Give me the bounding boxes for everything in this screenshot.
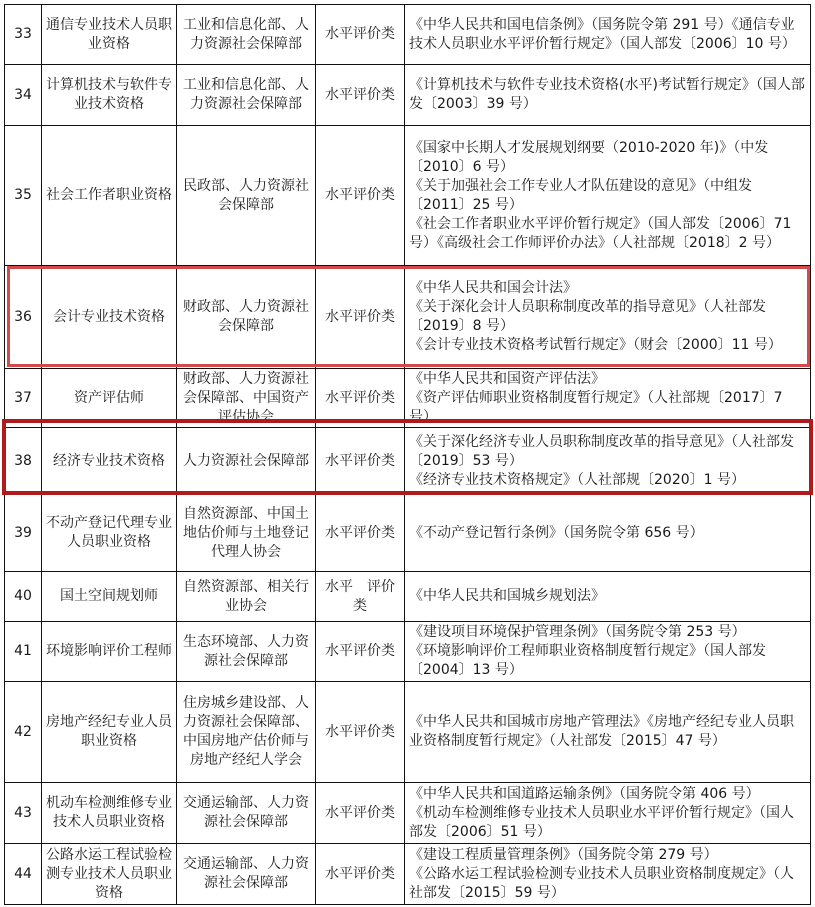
basis-line: 《会计专业技术资格考试暂行规定》（财会〔2000〕11 号） xyxy=(409,337,782,353)
basis-line: 《中华人民共和国会计法》 xyxy=(409,280,577,296)
table-row xyxy=(5,783,811,844)
cell-legal-basis xyxy=(405,5,811,65)
cell-qualification-name: 环境影响评价工程师 xyxy=(42,622,177,682)
cell-legal-basis xyxy=(405,126,811,266)
cell-category: 水平评价类 xyxy=(316,65,405,126)
basis-line: 《环境影响评价工程师职业资格制度暂行规定》（国人部发〔2004〕13 号） xyxy=(409,643,766,678)
cell-number: 40 xyxy=(5,572,42,622)
cell-category: 水平评价类 xyxy=(316,495,405,572)
cell-legal-basis xyxy=(405,622,811,682)
table-row xyxy=(5,622,811,682)
basis-line: 《关于深化经济专业人员职称制度改革的指导意见》（人社部发〔2019〕53 号） xyxy=(409,433,794,469)
basis-line: 《计算机技术与软件专业技术资格(水平)考试暂行规定》（国人部发〔2003〕39 号） xyxy=(409,77,805,112)
cell-number: 35 xyxy=(5,126,42,266)
basis-line: 《公路水运工程试验检测专业技术人员职业资格制度规定》（人社部发〔2015〕59 号） xyxy=(409,865,794,901)
basis-line: 《关于深化会计人员职称制度改革的指导意见》（人社部发〔2019〕8 号） xyxy=(409,299,766,334)
cell-category: 水平 评价类 xyxy=(316,572,405,622)
cell-qualification-name: 社会工作者职业资格 xyxy=(42,126,177,266)
table-row-highlighted xyxy=(5,266,811,369)
cell-legal-basis xyxy=(405,572,811,622)
cell-qualification-name: 资产评估师 xyxy=(42,369,177,428)
cell-legal-basis xyxy=(405,682,811,783)
basis-line: 《经济专业技术资格规定》（人社部规〔2020〕1 号） xyxy=(409,471,745,488)
cell-category: 水平评价类 xyxy=(316,783,405,844)
cell-legal-basis xyxy=(405,266,811,369)
cell-legal-basis xyxy=(405,369,811,428)
cell-category: 水平评价类 xyxy=(316,428,405,495)
cell-department: 工业和信息化部、人力资源社会保障部 xyxy=(177,5,316,65)
cell-category: 水平评价类 xyxy=(316,844,405,905)
cell-qualification-name: 经济专业技术资格 xyxy=(42,428,177,495)
basis-line: 《不动产登记暂行条例》（国务院令第 656 号） xyxy=(409,524,704,541)
cell-number: 43 xyxy=(5,783,42,844)
basis-line: 《中华人民共和国资产评估法》 xyxy=(409,370,605,387)
basis-line: 《机动车检测维修专业技术人员职业水平评价暂行规定》（国人部发〔2006〕51 号） xyxy=(409,804,794,840)
cell-legal-basis xyxy=(405,65,811,126)
cell-number: 38 xyxy=(5,428,42,495)
cell-qualification-name: 通信专业技术人员职业资格 xyxy=(42,5,177,65)
cell-department: 财政部、人力资源社会保障部 xyxy=(177,266,316,369)
cell-qualification-name: 公路水运工程试验检测专业技术人员职业资格 xyxy=(42,844,177,905)
cell-qualification-name: 房地产经纪专业人员职业资格 xyxy=(42,682,177,783)
cell-qualification-name: 机动车检测维修专业技术人员职业资格 xyxy=(42,783,177,844)
cell-department: 住房城乡建设部、人力资源社会保障部、中国房地产估价师与房地产经纪人学会 xyxy=(177,682,316,783)
cell-legal-basis xyxy=(405,844,811,905)
cell-qualification-name: 会计专业技术资格 xyxy=(42,266,177,369)
table-row xyxy=(5,126,811,266)
table-row xyxy=(5,65,811,126)
cell-department: 财政部、人力资源社会保障部、中国资产评估协会 xyxy=(177,369,316,428)
table-row xyxy=(5,682,811,783)
basis-line: 《中华人民共和国城市房地产管理法》《房地产经纪专业人员职业资格制度暂行规定》（人社部发〔2015〕47 号） xyxy=(409,714,794,749)
table-row xyxy=(5,495,811,572)
cell-legal-basis xyxy=(405,495,811,572)
cell-department: 工业和信息化部、人力资源社会保障部 xyxy=(177,65,316,126)
qualification-table xyxy=(4,4,811,905)
cell-category: 水平评价类 xyxy=(316,126,405,266)
cell-department: 民政部、人力资源社会保障部 xyxy=(177,126,316,266)
basis-line: 《建设项目环境保护管理条例》（国务院令第 253 号） xyxy=(409,624,746,640)
basis-line: 《社会工作者职业水平评价暂行规定》（国人部发〔2006〕71 号）《高级社会工作师评价办法》（人社部规〔2018〕2 号） xyxy=(409,215,796,251)
cell-number: 42 xyxy=(5,682,42,783)
basis-line: 《国家中长期人才发展规划纲要（2010-2020 年)》（中发〔2010〕6 号） xyxy=(409,139,769,175)
cell-number: 33 xyxy=(5,5,42,65)
cell-department: 自然资源部、相关行业协会 xyxy=(177,572,316,622)
cell-category: 水平评价类 xyxy=(316,266,405,369)
cell-number: 41 xyxy=(5,622,42,682)
cell-qualification-name: 国土空间规划师 xyxy=(42,572,177,622)
basis-line: 《中华人民共和国电信条例》（国务院令第 291 号）《通信专业技术人员职业水平评价暂行规定》（国人部发〔2006〕10 号） xyxy=(409,16,796,52)
cell-category: 水平评价类 xyxy=(316,622,405,682)
cell-department: 生态环境部、人力资源社会保障部 xyxy=(177,622,316,682)
table-row xyxy=(5,5,811,65)
cell-category: 水平评价类 xyxy=(316,369,405,428)
cell-department: 自然资源部、中国土地估价师与土地登记代理人协会 xyxy=(177,495,316,572)
cell-department: 交通运输部、人力资源社会保障部 xyxy=(177,783,316,844)
table-row-highlighted xyxy=(5,428,811,495)
basis-line: 《中华人民共和国道路运输条例》（国务院令第 406 号） xyxy=(409,785,760,802)
cell-number: 37 xyxy=(5,369,42,428)
basis-line: 《资产评估师职业资格制度暂行规定》（人社部规〔2017〕7 号） xyxy=(409,389,787,425)
cell-number: 39 xyxy=(5,495,42,572)
cell-department: 交通运输部、人力资源社会保障部 xyxy=(177,844,316,905)
cell-qualification-name: 不动产登记代理专业人员职业资格 xyxy=(42,495,177,572)
cell-legal-basis xyxy=(405,783,811,844)
cell-number: 36 xyxy=(5,266,42,369)
cell-category: 水平评价类 xyxy=(316,682,405,783)
basis-line: 《建设工程质量管理条例》（国务院令第 279 号） xyxy=(409,846,718,863)
basis-line: 《关于加强社会工作专业人才队伍建设的意见》（中组发〔2011〕25 号） xyxy=(409,177,752,213)
basis-line: 《中华人民共和国城乡规划法》 xyxy=(409,588,605,604)
cell-department: 人力资源社会保障部 xyxy=(177,428,316,495)
cell-number: 34 xyxy=(5,65,42,126)
cell-qualification-name: 计算机技术与软件专业技术资格 xyxy=(42,65,177,126)
cell-legal-basis xyxy=(405,428,811,495)
cell-category: 水平评价类 xyxy=(316,5,405,65)
table-row xyxy=(5,369,811,428)
table-row xyxy=(5,572,811,622)
cell-number: 44 xyxy=(5,844,42,905)
table-body xyxy=(5,5,811,905)
table-row xyxy=(5,844,811,905)
